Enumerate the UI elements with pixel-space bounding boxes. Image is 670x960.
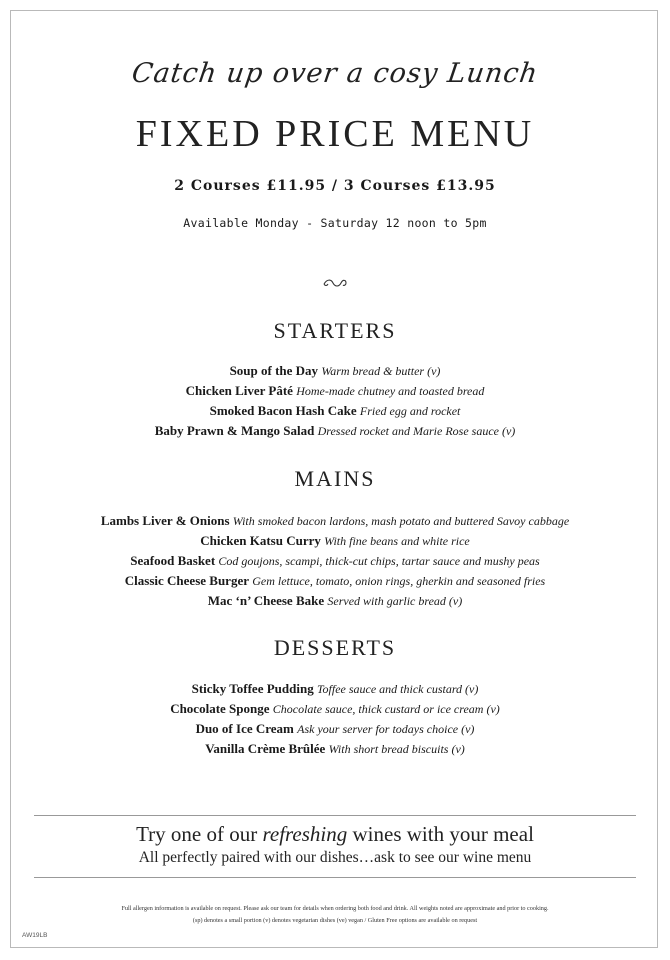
dish-name: Mac ‘n’ Cheese Bake [207,593,325,608]
dish-description: Ask your server for todays choice (v) [297,722,475,736]
wine-subline: All perfectly paired with our dishes…ask to see our wine menu [138,849,532,866]
menu-code: AW19LB [22,932,48,939]
dish-name: Soup of the Day [229,363,319,378]
dish-name: Baby Prawn & Mango Salad [154,423,315,438]
list-item [0,699,670,719]
wine-headline-emphasis: refreshing [262,822,348,846]
dish-description: Gem lettuce, tomato, onion rings, gherkin and seasoned fries [252,574,546,588]
divider-top [34,815,636,816]
list-item [0,421,670,441]
dish-name: Chicken Katsu Curry [200,533,321,548]
list-item [0,591,670,611]
dish-name: Chicken Liver Pâté [185,383,293,398]
mains-heading: MAINS [294,466,376,491]
wine-headline [0,822,670,847]
wine-headline-pre: Try one of our [136,822,263,846]
price-line: 2 Courses £11.95 / 3 Courses £13.95 [174,178,496,194]
divider-bottom [34,877,636,878]
scroll-flourish-icon [0,277,670,293]
desserts-heading: DESSERTS [273,635,397,660]
list-item [0,739,670,759]
starters-list [0,361,670,441]
list-item [0,401,670,421]
list-item [0,531,670,551]
dish-name: Classic Cheese Burger [124,573,249,588]
dish-name: Duo of Ice Cream [195,721,294,736]
dish-name: Smoked Bacon Hash Cake [209,403,357,418]
tagline: Catch up over a cosy Lunch [129,58,541,89]
dish-name: Lambs Liver & Onions [100,513,230,528]
list-item [0,381,670,401]
dish-description: Cod goujons, scampi, thick-cut chips, tartar sauce and mushy peas [218,554,540,568]
dish-description: Fried egg and rocket [359,404,461,418]
list-item [0,571,670,591]
list-item [0,719,670,739]
dish-description: With short bread biscuits (v) [328,742,465,756]
mains-list [0,511,670,611]
list-item [0,511,670,531]
dish-name: Chocolate Sponge [170,701,270,716]
wine-headline-post: wines with your meal [347,822,534,846]
list-item [0,679,670,699]
dish-name: Seafood Basket [130,553,216,568]
list-item [0,361,670,381]
dish-description: Chocolate sauce, thick custard or ice cream (v) [272,702,500,716]
dish-description: With smoked bacon lardons, mash potato and buttered Savoy cabbage [232,514,570,528]
dish-name: Sticky Toffee Pudding [191,681,314,696]
availability-line: Available Monday - Saturday 12 noon to 5pm [183,216,487,230]
dish-description: Home-made chutney and toasted bread [296,384,485,398]
starters-heading: STARTERS [273,318,397,343]
dish-description: Served with garlic bread (v) [327,594,463,608]
dish-name: Vanilla Crème Brûlée [205,741,326,756]
dish-description: Toffee sauce and thick custard (v) [316,682,479,696]
dish-description: With fine beans and white rice [324,534,470,548]
dietary-key-note: (sp) denotes a small portion (v) denotes vegetarian dishes (ve) vegan / Gluten Free options are available on request [192,917,478,924]
list-item [0,551,670,571]
allergen-note: Full allergen information is available on request. Please ask our team for details when ordering both food and drink. All weights noted are approximate and prior to cooking. [121,905,549,912]
dish-description: Warm bread & butter (v) [321,364,441,378]
desserts-list [0,679,670,759]
page-title: FIXED PRICE MENU [135,113,535,155]
dish-description: Dressed rocket and Marie Rose sauce (v) [317,424,516,438]
